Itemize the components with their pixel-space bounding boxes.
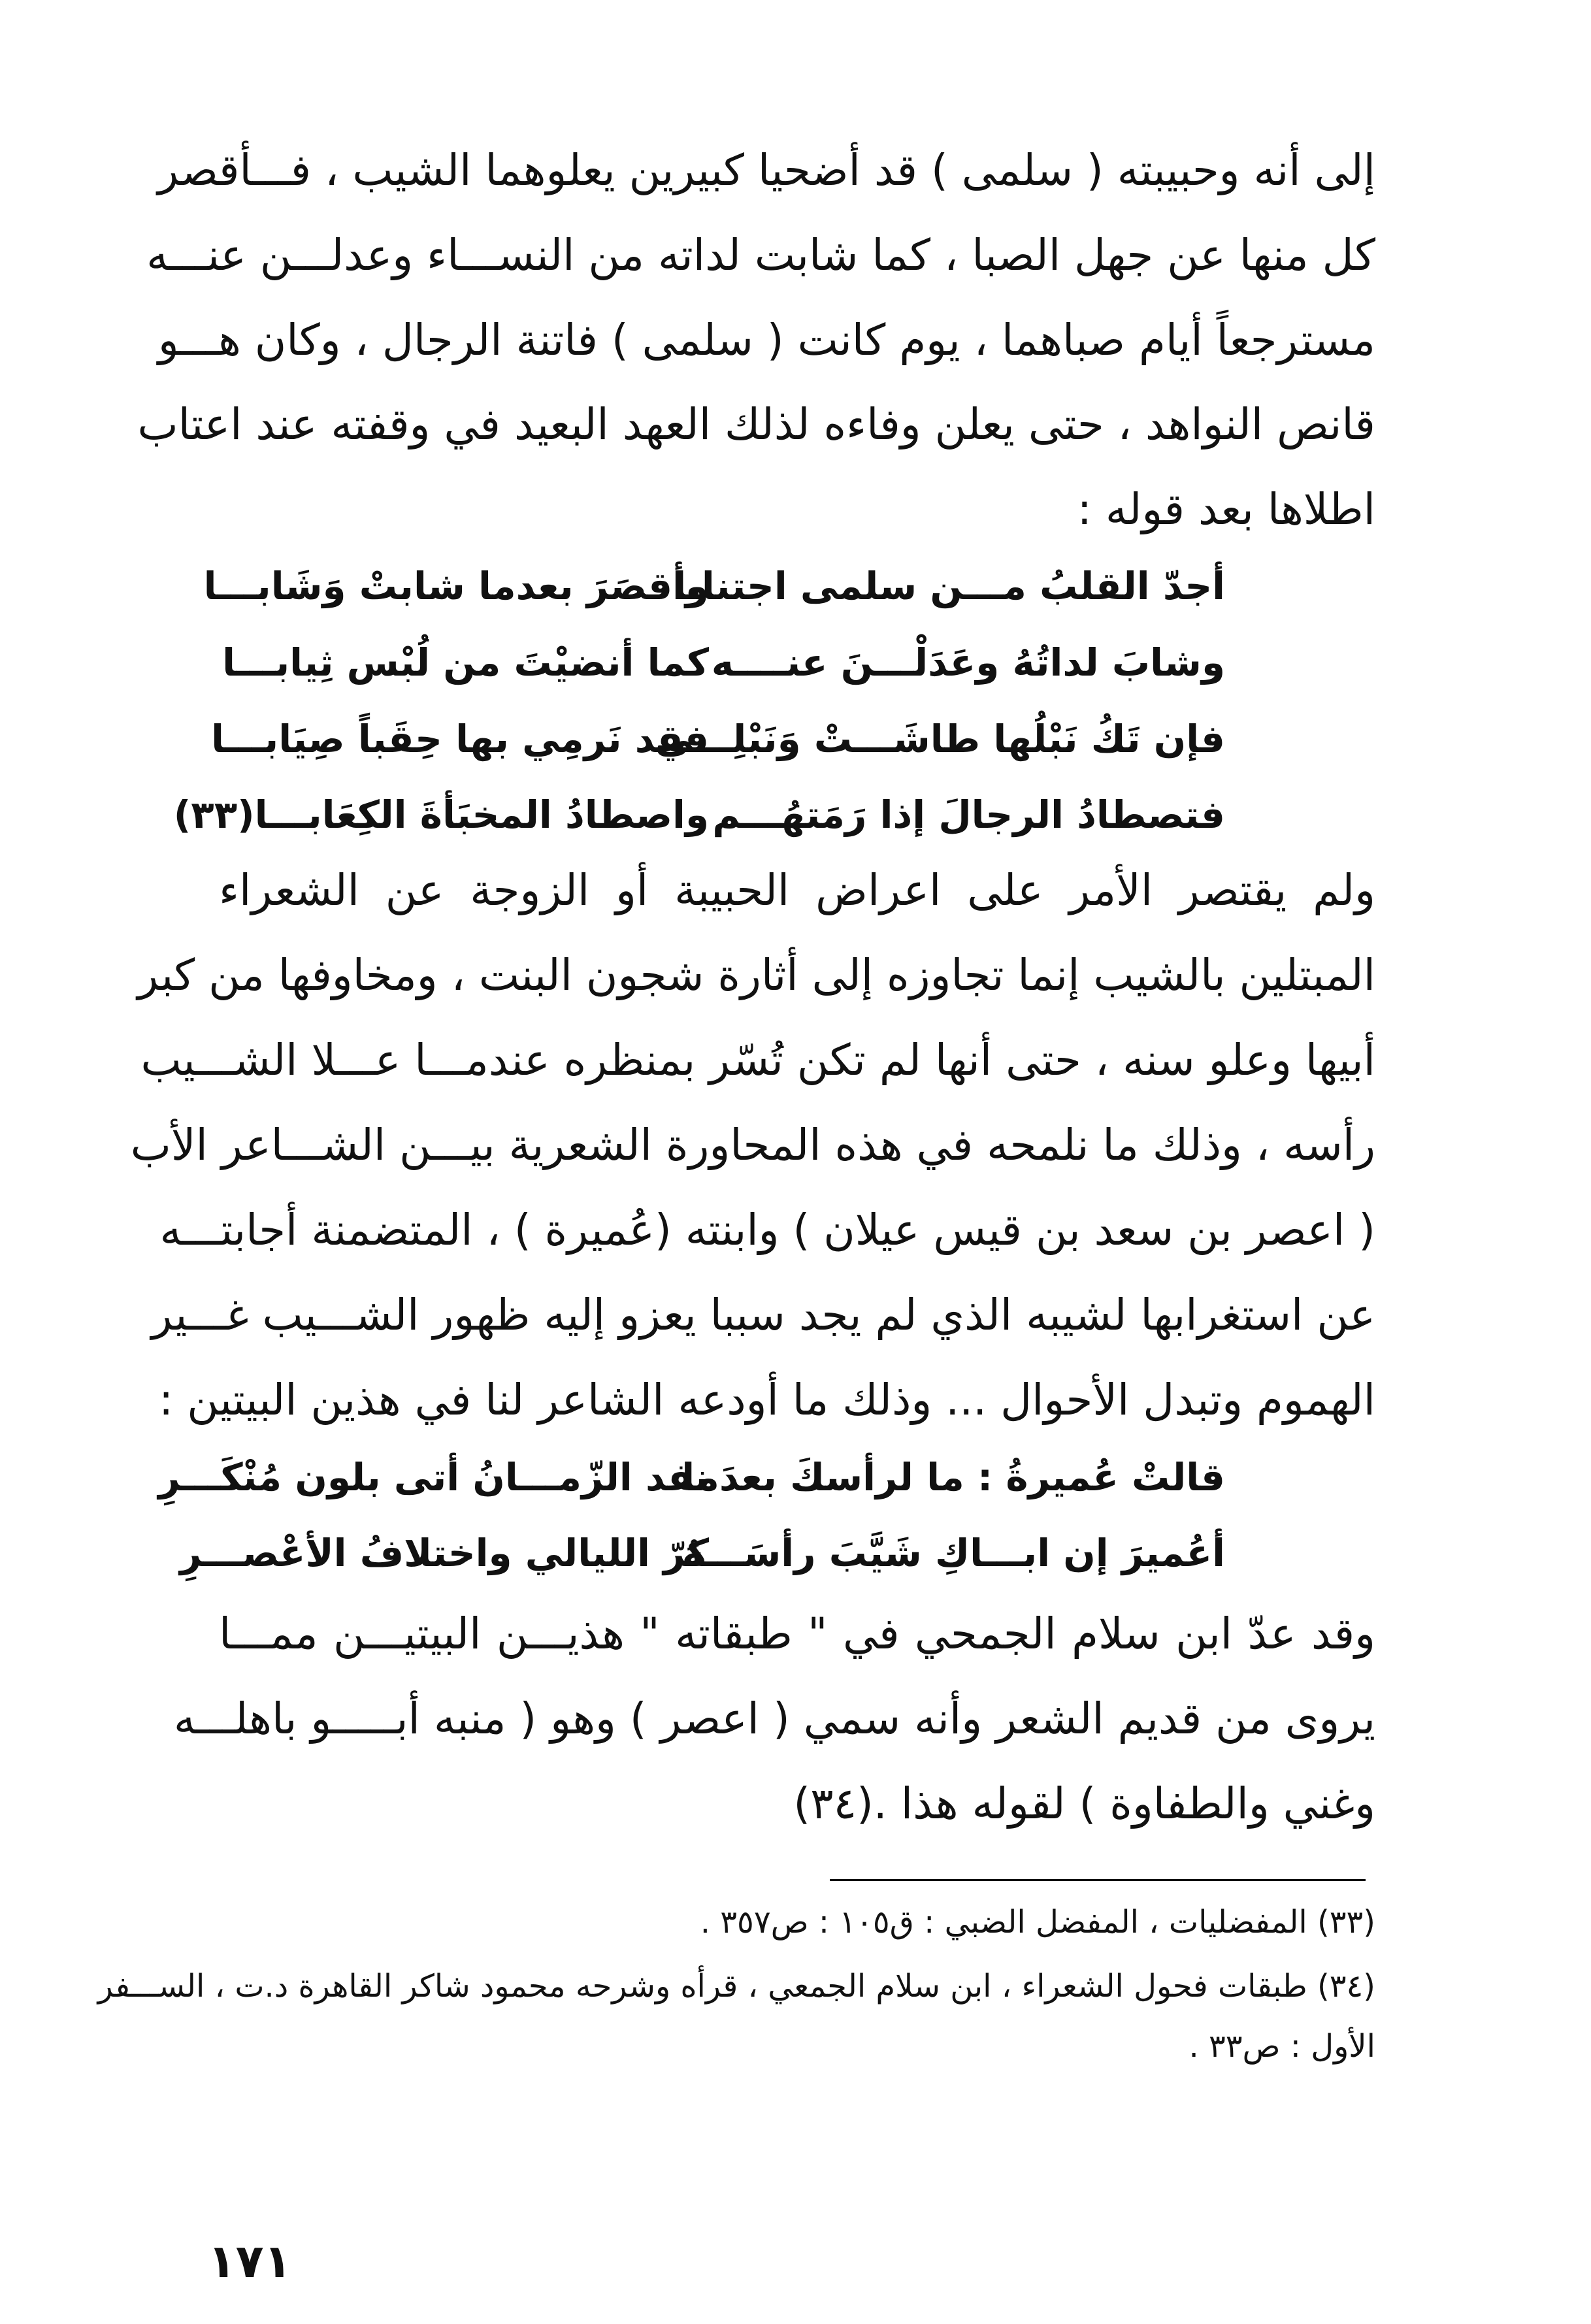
- poem-1-verse-2-second-hemistich: كما أنضيْتَ من لُبْس ثِيابـــا: [222, 640, 709, 685]
- paragraph-2-line-5: ( اعصر بن سعد بن قيس عيلان ) وابنته (عُميرة ) ، المتضمنة أجابتـــه: [159, 1205, 1375, 1255]
- paragraph-3-line-2: يروى من قديم الشعر وأنه سمي ( اعصر ) وهو ( منبه أبـــــو باهلـــه: [173, 1694, 1375, 1744]
- paragraph-2-line-2: المبتلين بالشيب إنما تجاوزه إلى أثارة شجون البنت ، ومخاوفها من كبر: [137, 950, 1375, 1000]
- paragraph-1-line-1: إلى أنه وحبيبته ( سلمى ) قد أضحيا كبيرين يعلوهما الشيب ، فـــأقصر: [157, 145, 1375, 195]
- paragraph-3-line-1: وقد عدّ ابن سلام الجمحي في " طبقاته " هذيـــن البيتيـــن ممـــا: [219, 1609, 1375, 1659]
- footnote-separator: [830, 1879, 1366, 1881]
- page-number: ١٧١: [208, 2234, 292, 2288]
- footnote-33: (٣٣) المفضليات ، المفضل الضبي : ق١٠٥ : ص٣٥٧ .: [700, 1904, 1375, 1940]
- poem-2-verse-2-second-hemistich: كرّ الليالي واختلافُ الأعْصـــرِ: [180, 1531, 709, 1575]
- poem-1-verse-3-second-hemistich: فقد نَرمِي بها حِقَباً صِيَابـــا: [211, 717, 709, 761]
- paragraph-1-line-5: اطلاها بعد قوله :: [1077, 484, 1375, 534]
- poem-2-verse-1-second-hemistich: نفد الزّمـــانُ أتى بلون مُنْكَـــرِ: [158, 1455, 709, 1499]
- poem-2-verse-1-first-hemistich: قالتْ عُميرةُ : ما لرأسكَ بعدَما: [681, 1455, 1225, 1499]
- poem-1-verse-4-second-hemistich: واصطادُ المخبَأةَ الكِعَابـــا(٣٣): [173, 793, 709, 837]
- paragraph-2-line-1: ولم يقتصر الأمر على اعراض الحبيبة أو الزوجة عن الشعراء: [219, 865, 1375, 915]
- paragraph-1-line-3: مسترجعاً أيام صباهما ، يوم كانت ( سلمى ) فاتنة الرجال ، وكان هـــو: [157, 315, 1375, 365]
- paragraph-1-line-4: قانص النواهد ، حتى يعلن وفاءه لذلك العهد البعيد في وقفته عند اعتاب: [137, 399, 1375, 450]
- poem-1-verse-2-first-hemistich: وشابَ لداتُهُ وعَدَلْـــنَ عنــــه: [711, 640, 1225, 685]
- poem-1-verse-1-first-hemistich: أجدّ القلبُ مـــن سلمى اجتنابا: [673, 564, 1225, 608]
- poem-1-verse-3-first-hemistich: فإن تَكُ نَبْلُها طاشَـــتْ وَنَبْلِـــي: [655, 717, 1225, 761]
- paragraph-1-line-2: كل منها عن جهل الصبا ، كما شابت لداته من النســـاء وعدلـــن عنـــه: [146, 230, 1375, 280]
- poem-1-verse-1-second-hemistich: وأقصَرَ بعدما شابتْ وَشَابـــا: [203, 564, 709, 608]
- paragraph-3-line-3: وغني والطفاوة ) لقوله هذا .(٣٤): [793, 1778, 1375, 1829]
- footnote-34-line-2: الأول : ص٣٣ .: [1189, 2028, 1375, 2065]
- paragraph-2-line-6: عن استغرابها لشيبه الذي لم يجد سببا يعزو إليه ظهور الشـــيب غـــير: [151, 1290, 1375, 1340]
- paragraph-2-line-4: رأسه ، وذلك ما نلمحه في هذه المحاورة الشعرية بيـــن الشـــاعر الأب: [130, 1120, 1375, 1170]
- poem-1-verse-4-first-hemistich: فتصطادُ الرجالَ إذا رَمَتهُـــم: [712, 793, 1225, 837]
- poem-2-verse-2-first-hemistich: أعُميرَ إن ابـــاكِ شَيَّبَ رأسَـــهُ: [681, 1531, 1225, 1575]
- paragraph-2-line-3: أبيها وعلو سنه ، حتى أنها لم تكن تُسّر بمنظره عندمـــا عـــلا الشـــيب: [140, 1035, 1375, 1085]
- paragraph-2-line-7: الهموم وتبدل الأحوال ... وذلك ما أودعه الشاعر لنا في هذين البيتين :: [159, 1375, 1375, 1425]
- footnote-34-line-1: (٣٤) طبقات فحول الشعراء ، ابن سلام الجمعي ، قرأه وشرحه محمود شاكر القاهرة د.ت ، الســـفر: [97, 1968, 1375, 2005]
